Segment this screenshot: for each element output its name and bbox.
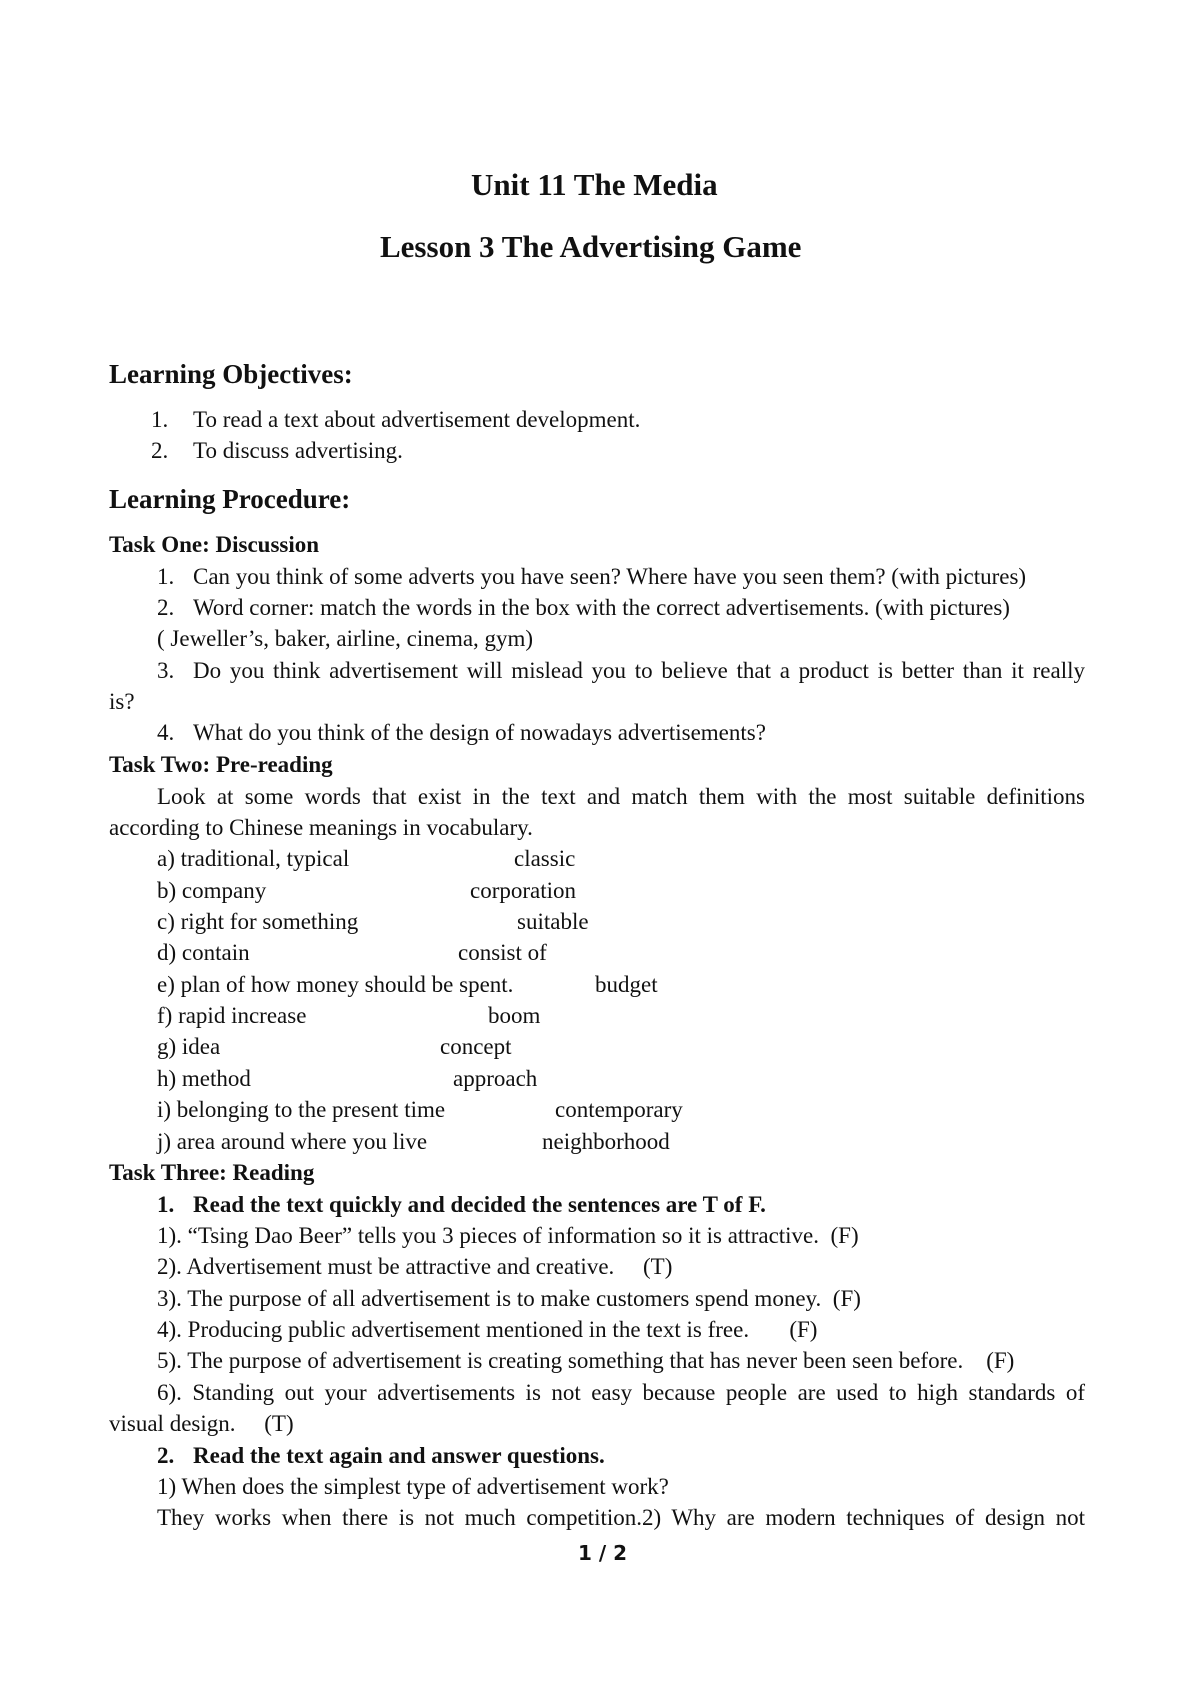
vocab-word: corporation [470, 878, 577, 903]
procedure-heading: Learning Procedure: [109, 484, 351, 514]
vocab-word: approach [453, 1066, 538, 1091]
definition: i) belonging to the present time [157, 1097, 446, 1122]
definition: g) idea [157, 1034, 221, 1059]
task-three-heading: Task Three: Reading [109, 1160, 315, 1185]
vocab-word: consist of [458, 940, 547, 965]
true-false-statement: 2). Advertisement must be attractive and creative. (T) [157, 1254, 673, 1279]
objectives-heading: Learning Objectives: [109, 359, 353, 389]
task-three-part-num: 2. [157, 1443, 175, 1468]
true-false-statement: 6). Standing out your advertisements is not easy because people are used to high standards of [157, 1380, 1085, 1405]
task-two-intro: according to Chinese meanings in vocabulary. [109, 815, 533, 840]
task-one-item-text: Can you think of some adverts you have seen? Where have you seen them? (with pictures) [193, 564, 1027, 589]
vocab-word: suitable [517, 909, 589, 934]
true-false-statement: 3). The purpose of all advertisement is to make customers spend money. (F) [157, 1286, 861, 1311]
lesson-title: Lesson 3 The Advertising Game [380, 229, 802, 264]
definition: b) company [157, 878, 267, 903]
definition: f) rapid increase [157, 1003, 307, 1028]
vocab-word: contemporary [555, 1097, 683, 1122]
definition: c) right for something [157, 909, 359, 934]
task-one-item-text: What do you think of the design of nowadays advertisements? [193, 720, 766, 745]
true-false-statement: 4). Producing public advertisement mentioned in the text is free. (F) [157, 1317, 818, 1342]
vocab-word: budget [595, 972, 658, 997]
objective-text: To read a text about advertisement development. [193, 407, 641, 432]
vocab-word: concept [440, 1034, 512, 1059]
objective-text: To discuss advertising. [193, 438, 403, 463]
task-one-item-num: 3. [157, 658, 175, 683]
task-one-item-num: 2. [157, 595, 175, 620]
vocab-word: classic [514, 846, 576, 871]
task-two-intro: Look at some words that exist in the text and match them with the most suitable definitions [157, 784, 1085, 809]
task-one-item-num: 4. [157, 720, 175, 745]
definition: h) method [157, 1066, 251, 1091]
answer-text: They works when there is not much competition.2) Why are modern techniques of design not [157, 1505, 1085, 1530]
task-two-heading: Task Two: Pre-reading [109, 752, 333, 777]
objective-num: 2. [151, 438, 169, 463]
page-number: 1 / 2 [578, 1541, 628, 1565]
true-false-statement: 5). The purpose of advertisement is creating something that has never been seen before. (F) [157, 1348, 1015, 1373]
question: 1) When does the simplest type of advertisement work? [157, 1474, 669, 1499]
definition: e) plan of how money should be spent. [157, 972, 514, 997]
task-one-item-continuation: is? [109, 689, 135, 714]
task-one-item-text: Do you think advertisement will mislead you to believe that a product is better than it really [193, 658, 1085, 683]
vocab-word: neighborhood [542, 1129, 670, 1154]
true-false-statement-continuation: visual design. (T) [109, 1411, 294, 1436]
task-one-item-text: Word corner: match the words in the box with the correct advertisements. (with pictures) [193, 595, 1010, 620]
task-three-part-title: Read the text quickly and decided the sentences are T of F. [193, 1192, 766, 1217]
objective-num: 1. [151, 407, 169, 432]
definition: a) traditional, typical [157, 846, 350, 871]
vocab-word: boom [488, 1003, 541, 1028]
true-false-statement: 1). “Tsing Dao Beer” tells you 3 pieces of information so it is attractive. (F) [157, 1223, 859, 1248]
task-one-word-list: ( Jeweller’s, baker, airline, cinema, gym) [157, 626, 534, 651]
definition: d) contain [157, 940, 250, 965]
task-one-heading: Task One: Discussion [109, 532, 320, 557]
definition: j) area around where you live [157, 1129, 428, 1154]
unit-title: Unit 11 The Media [471, 167, 718, 202]
task-one-item-num: 1. [157, 564, 175, 589]
task-three-part-title: Read the text again and answer questions. [193, 1443, 605, 1468]
task-three-part-num: 1. [157, 1192, 175, 1217]
